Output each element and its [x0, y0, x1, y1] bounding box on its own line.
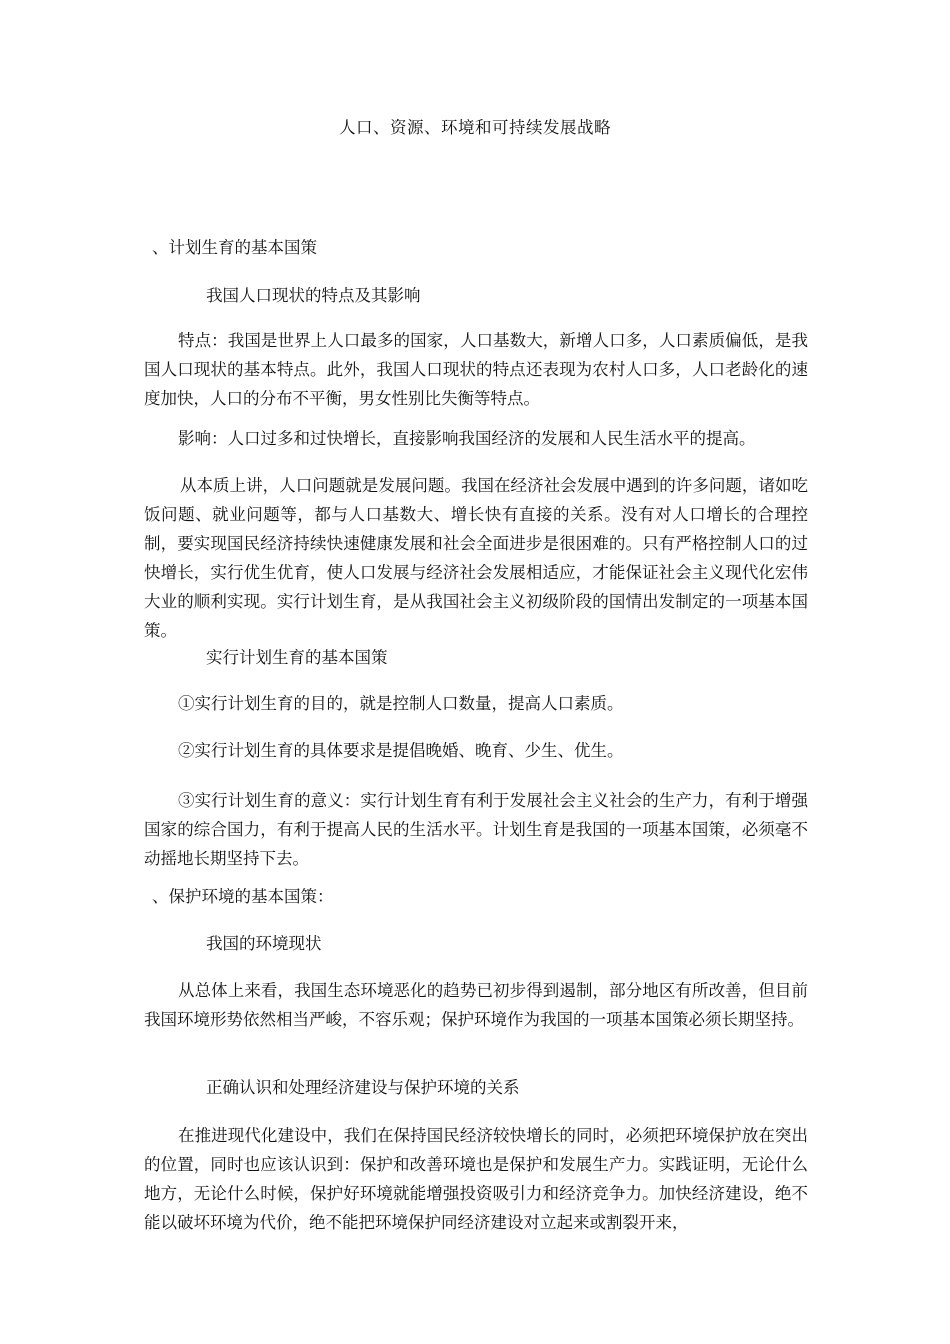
- list-item-significance: [144, 786, 808, 873]
- subheading-environment-status: 我国的环境现状: [206, 934, 322, 953]
- paragraph-economy-environment-text: 在推进现代化建设中，我们在保持国民经济较快增长的同时，必须把环境保护放在突出的位置，同时也应该认识到：保护和改善环境也是保护和发展生产力。实践证明，无论什么地方，无论什么时候，保护好环境就能增强投资吸引力和经济竞争力。加快经济建设，绝不能以破坏环境为代价，绝不能把环境保护同经济建设对立起来或割裂开来，: [144, 1126, 808, 1232]
- paragraph-environment-status-text: 从总体上来看，我国生态环境恶化的趋势已初步得到遏制，部分地区有所改善，但目前我国环境形势依然相当严峻，不容乐观；保护环境作为我国的一项基本国策必须长期坚持。: [144, 981, 808, 1029]
- subheading-population-status: 我国人口现状的特点及其影响: [206, 286, 421, 305]
- paragraph-impact: 影响：人口过多和过快增长，直接影响我国经济的发展和人民生活水平的提高。: [178, 429, 756, 448]
- list-item-significance-text: ③实行计划生育的意义：实行计划生育有利于发展社会主义社会的生产力，有利于增强国家的综合国力，有利于提高人民的生活水平。计划生育是我国的一项基本国策，必须毫不动摇地长期坚持下去。: [144, 791, 808, 868]
- paragraph-features-text: 特点：我国是世界上人口最多的国家，人口基数大，新增人口多，人口素质偏低，是我国人口现状的基本特点。此外，我国人口现状的特点还表现为农村人口多，人口老龄化的速度加快，人口的分布不平衡，男女性别比失衡等特点。: [144, 331, 808, 408]
- paragraph-economy-environment: [144, 1121, 808, 1237]
- paragraph-essence-text: 从本质上讲，人口问题就是发展问题。我国在经济社会发展中遇到的许多问题，诸如吃饭问题、就业问题等，都与人口基数大、增长快有直接的关系。没有对人口增长的合理控制，要实现国民经济持续快速健康发展和社会全面进步是很困难的。只有严格控制人口的过快增长，实行优生优育，使人口发展与经济社会发展相适应，才能保证社会主义现代化宏伟大业的顺利实现。实行计划生育，是从我国社会主义初级阶段的国情出发制定的一项基本国策。: [144, 476, 808, 640]
- subheading-family-planning-policy: 实行计划生育的基本国策: [206, 648, 388, 667]
- list-item-requirements: ②实行计划生育的具体要求是提倡晚婚、晚育、少生、优生。: [178, 741, 624, 760]
- list-item-purpose: ①实行计划生育的目的，就是控制人口数量，提高人口素质。: [178, 694, 624, 713]
- paragraph-environment-status: [144, 976, 808, 1034]
- paragraph-features: [144, 326, 808, 413]
- paragraph-essence: [144, 471, 808, 645]
- section-heading-family-planning: 、计划生育的基本国策: [152, 238, 317, 257]
- subheading-economy-environment: 正确认识和处理经济建设与保护环境的关系: [206, 1078, 520, 1097]
- section-heading-environment: 、保护环境的基本国策：: [152, 887, 334, 906]
- document-title: 人口、资源、环境和可持续发展战略: [339, 118, 611, 137]
